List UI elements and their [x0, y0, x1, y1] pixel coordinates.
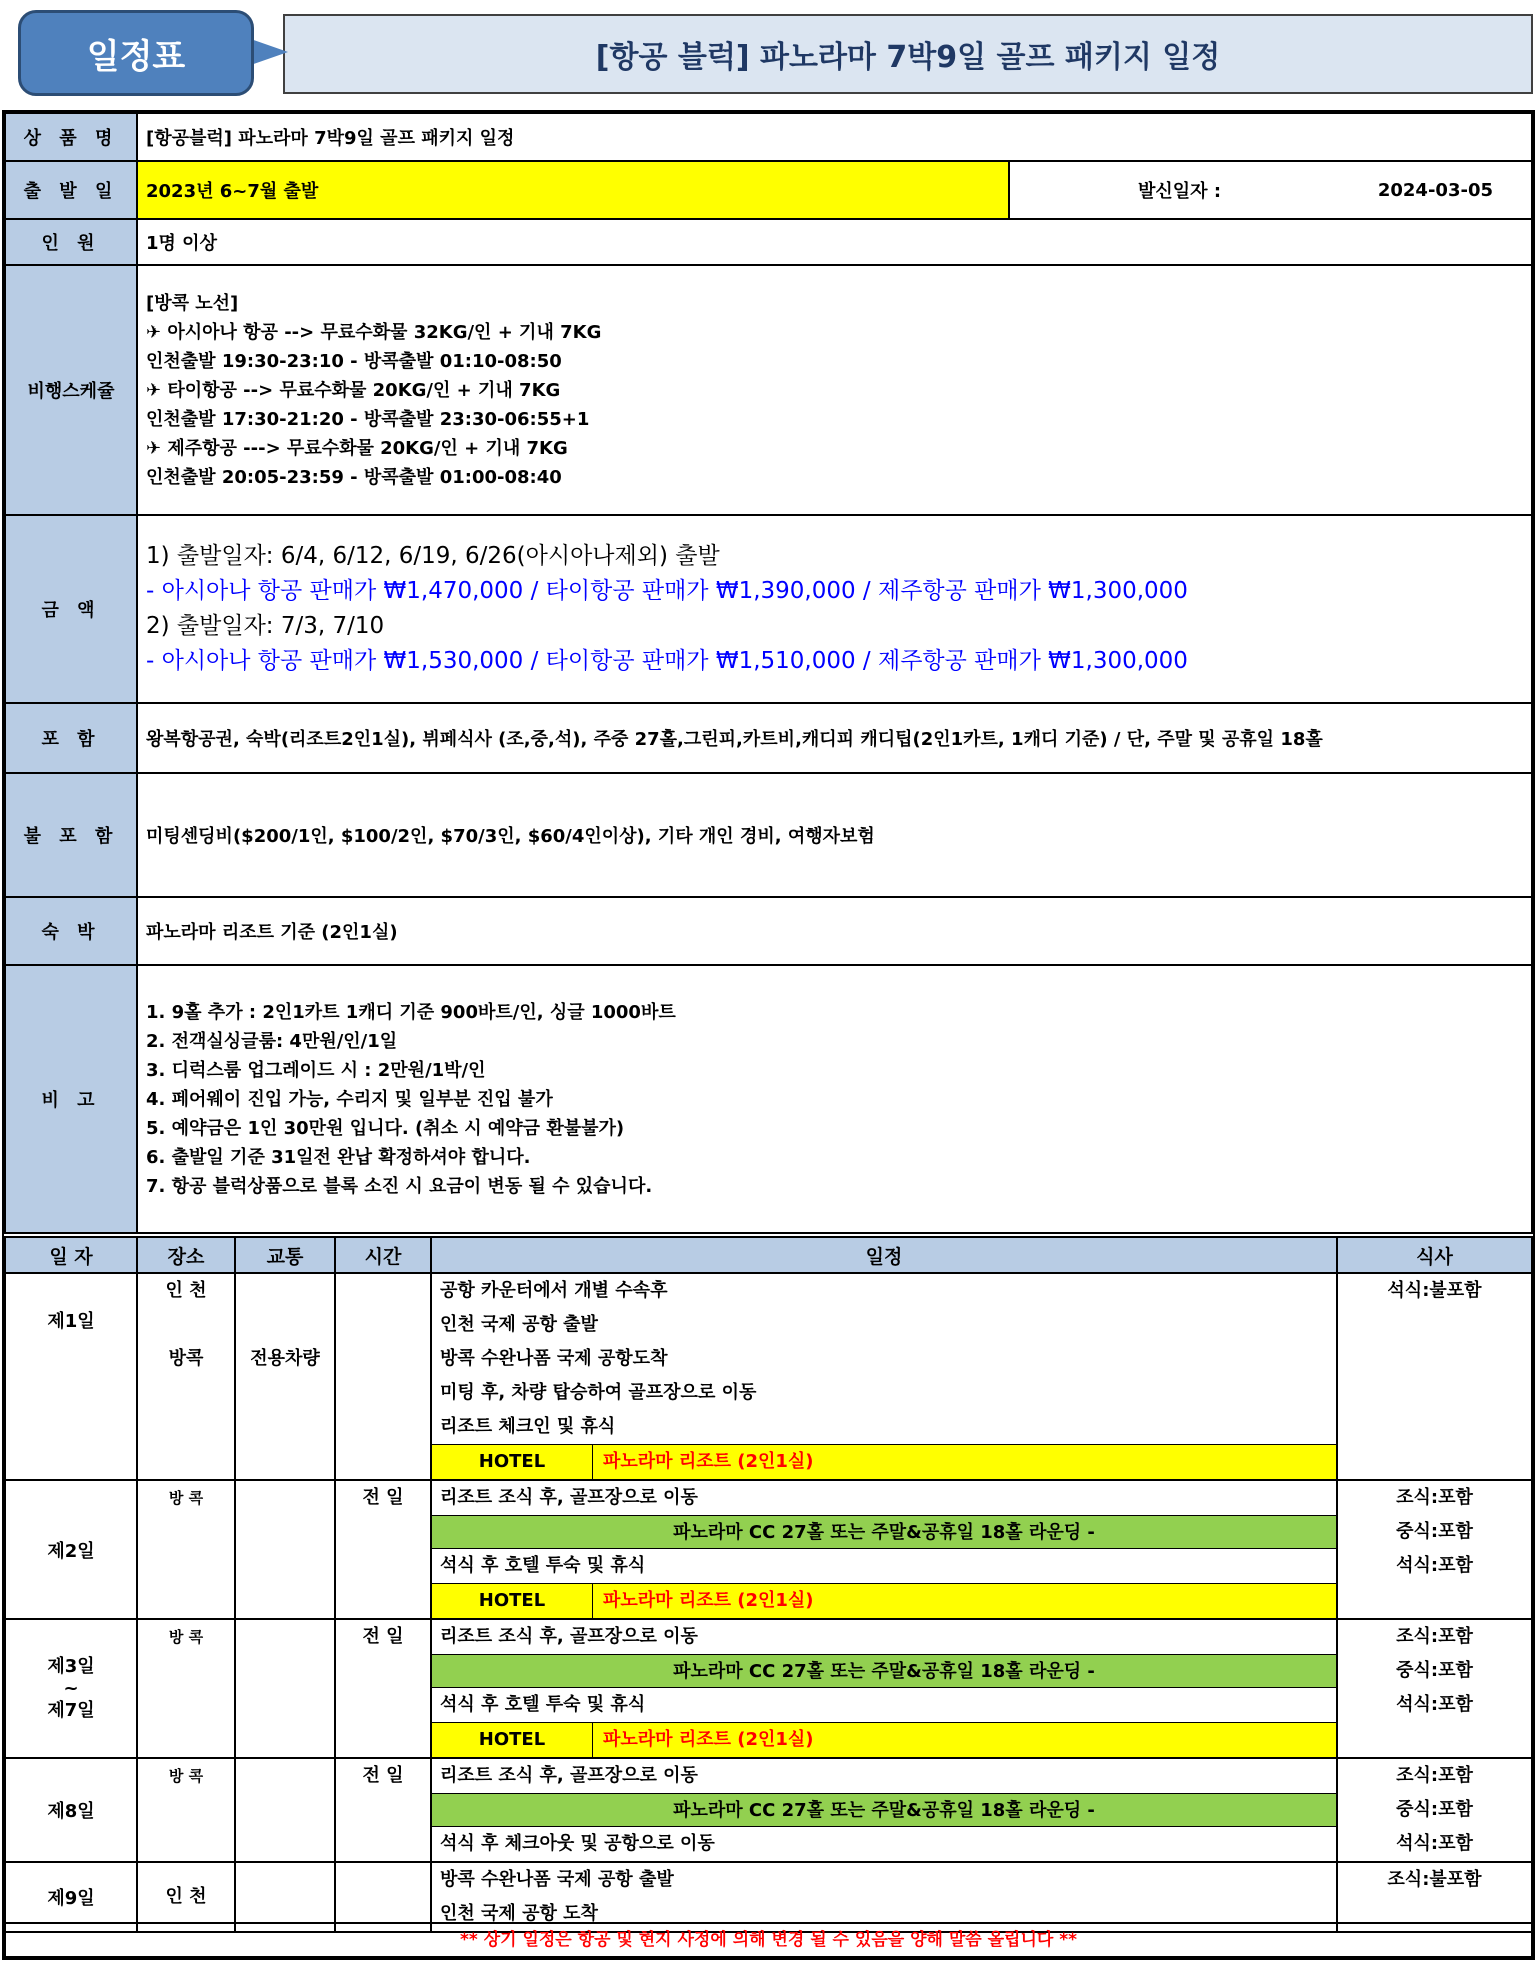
departure-value: 2023년 6~7월 출발: [137, 161, 1009, 219]
transport-cell: [235, 1480, 335, 1619]
note-line: 1. 9홀 추가 : 2인1카트 1캐디 기준 900바트/인, 싱글 1000바트: [146, 1001, 676, 1023]
flight-label: 비행스케쥴: [5, 265, 137, 515]
people-label: 인 원: [5, 219, 137, 265]
place-label: 방콕: [168, 1348, 204, 1369]
itinerary-cell: [431, 1480, 1337, 1619]
meal-label: 석식:불포함: [1387, 1280, 1482, 1301]
flight-schedule: [137, 265, 1532, 515]
note-line: 2. 전객실싱글룸: 4만원/인/1일: [146, 1030, 398, 1052]
itinerary-line: 미팅 후, 차량 탑승하여 골프장으로 이동: [440, 1382, 757, 1403]
day-cell: [5, 1758, 137, 1862]
meal-cell: [1337, 1619, 1532, 1758]
header-meal: 식사: [1337, 1237, 1532, 1273]
flight-line: 인천출발 20:05-23:59 - 방콕출발 01:00-08:40: [146, 466, 562, 488]
product-info-table: [4, 112, 1533, 1234]
time-cell: [335, 1273, 431, 1480]
meal-label: 석식:포함: [1396, 1833, 1473, 1854]
people-value: 1명 이상: [137, 219, 1532, 265]
day-label: 제2일: [47, 1540, 95, 1562]
hotel-value: 파노라마 리조트 (2인1실): [593, 1445, 1336, 1479]
time-cell: [335, 1619, 431, 1758]
itinerary-line: 인천 국제 공항 출발: [440, 1314, 598, 1335]
send-date-value: 2024-03-05: [1377, 179, 1493, 201]
itinerary-line: 리조트 조식 후, 골프장으로 이동: [440, 1765, 698, 1786]
day-label: 제9일: [47, 1888, 95, 1909]
stay-value: 파노라마 리조트 기준 (2인1실): [137, 897, 1532, 965]
note-line: 7. 항공 블럭상품으로 블록 소진 시 요금이 변동 될 수 있습니다.: [146, 1175, 653, 1197]
meal-label: 중식:포함: [1396, 1799, 1473, 1820]
hotel-value: 파노라마 리조트 (2인1실): [593, 1723, 1336, 1757]
meal-label: 조식:포함: [1396, 1765, 1473, 1786]
note-line: 5. 예약금은 1인 30만원 입니다. (취소 시 예약금 환불불가): [146, 1117, 625, 1139]
place-label: 인 천: [165, 1280, 207, 1301]
departure-label: 출 발 일: [5, 161, 137, 219]
price-line: 2) 출발일자: 7/3, 7/10: [146, 613, 385, 639]
hotel-label: HOTEL: [432, 1723, 593, 1757]
meal-label: 조식:불포함: [1387, 1869, 1482, 1890]
header-transport: 교통: [235, 1237, 335, 1273]
meal-label: 조식:포함: [1396, 1626, 1473, 1647]
golf-round: 파노라마 CC 27홀 또는 주말&공휴일 18홀 라운딩 -: [432, 1793, 1336, 1827]
day-cell: [5, 1480, 137, 1619]
transport-cell: [235, 1273, 335, 1480]
flight-line: [방콕 노선]: [146, 292, 239, 314]
table-row: [5, 1273, 1532, 1480]
table-row: [5, 1480, 1532, 1619]
hotel-row: [432, 1444, 1336, 1479]
itinerary-line: 석식 후 호텔 투숙 및 휴식: [440, 1694, 646, 1715]
table-row: [5, 1758, 1532, 1862]
note-line: 4. 페어웨이 진입 가능, 수리지 및 일부분 진입 불가: [146, 1088, 553, 1110]
day-range-separator: ~: [63, 1677, 79, 1699]
day-cell: [5, 1619, 137, 1758]
meal-label: 석식:포함: [1396, 1694, 1473, 1715]
hotel-label: HOTEL: [432, 1584, 593, 1618]
price-info: [137, 515, 1532, 703]
itinerary-cell: [431, 1273, 1337, 1480]
place-label: 방 콕: [168, 1489, 204, 1507]
flight-line: 인천출발 17:30-21:20 - 방콕출발 23:30-06:55+1: [146, 408, 590, 430]
exclude-label: 불 포 함: [5, 773, 137, 897]
time-cell: [335, 1758, 431, 1862]
time-cell: [335, 1480, 431, 1619]
time-label: 전 일: [362, 1626, 404, 1647]
meal-label: 중식:포함: [1396, 1660, 1473, 1681]
day-label: 제3일: [47, 1655, 95, 1677]
golf-round: 파노라마 CC 27홀 또는 주말&공휴일 18홀 라운딩 -: [432, 1654, 1336, 1688]
header-itinerary: 일정: [431, 1237, 1337, 1273]
page-title: [항공 블럭] 파노라마 7박9일 골프 패키지 일정: [283, 14, 1533, 94]
product-label: 상 품 명: [5, 113, 137, 161]
send-date-cell: [1009, 161, 1532, 219]
send-date-label: 발신일자 :: [1138, 181, 1222, 202]
price-label: 금 액: [5, 515, 137, 703]
transport-cell: [235, 1619, 335, 1758]
place-cell: [137, 1273, 235, 1480]
hotel-label: HOTEL: [432, 1445, 593, 1479]
day-label: 제8일: [47, 1801, 95, 1822]
meal-label: 중식:포함: [1396, 1521, 1473, 1542]
itinerary-line: 리조트 조식 후, 골프장으로 이동: [440, 1487, 698, 1508]
golf-round: 파노라마 CC 27홀 또는 주말&공휴일 18홀 라운딩 -: [432, 1515, 1336, 1549]
meal-label: 조식:포함: [1396, 1487, 1473, 1508]
day-label: 제1일: [47, 1310, 95, 1332]
note-line: 6. 출발일 기준 31일전 완납 확정하셔야 합니다.: [146, 1146, 531, 1168]
flight-line: ✈ 아시아나 항공 --> 무료수화물 32KG/인 + 기내 7KG: [146, 321, 602, 343]
meal-label: 석식:포함: [1396, 1555, 1473, 1576]
exclude-value: 미팅센딩비($200/1인, $100/2인, $70/3인, $60/4인이상), 기타 개인 경비, 여행자보험: [137, 773, 1532, 897]
time-label: 전 일: [362, 1487, 404, 1508]
place-cell: [137, 1480, 235, 1619]
itinerary-line: 공항 카운터에서 개별 수속후: [440, 1280, 668, 1301]
flight-line: ✈ 제주항공 ---> 무료수화물 20KG/인 + 기내 7KG: [146, 437, 568, 459]
itinerary-cell: [431, 1758, 1337, 1862]
include-value: 왕복항공권, 숙박(리조트2인1실), 뷔페식사 (조,중,석), 주중 27홀,그린피,카트비,캐디피 캐디팁(2인1카트, 1캐디 기준) / 단, 주말 및 공휴일 18홀: [137, 703, 1532, 773]
transport-cell: [235, 1758, 335, 1862]
header-day: 일 자: [5, 1237, 137, 1273]
hotel-row: [432, 1722, 1336, 1757]
itinerary-cell: [431, 1619, 1337, 1758]
price-line: - 아시아나 항공 판매가 ₩1,530,000 / 타이항공 판매가 ₩1,510,000 / 제주항공 판매가 ₩1,300,000: [146, 648, 1188, 674]
include-label: 포 함: [5, 703, 137, 773]
notes-label: 비 고: [5, 965, 137, 1233]
product-value: [항공블럭] 파노라마 7박9일 골프 패키지 일정: [137, 113, 1532, 161]
note-line: 3. 디럭스룸 업그레이드 시 : 2만원/1박/인: [146, 1059, 486, 1081]
place-cell: [137, 1758, 235, 1862]
itinerary-line: 방콕 수완나폼 국제 공항도착: [440, 1348, 668, 1369]
flight-line: 인천출발 19:30-23:10 - 방콕출발 01:10-08:50: [146, 350, 562, 372]
itinerary-line: 석식 후 호텔 투숙 및 휴식: [440, 1555, 646, 1576]
notes: [137, 965, 1532, 1233]
header-time: 시간: [335, 1237, 431, 1273]
day-label: 제7일: [47, 1699, 95, 1721]
itinerary-line: 리조트 조식 후, 골프장으로 이동: [440, 1626, 698, 1647]
itinerary-line: 방콕 수완나폼 국제 공항 출발: [440, 1869, 674, 1890]
price-line: - 아시아나 항공 판매가 ₩1,470,000 / 타이항공 판매가 ₩1,390,000 / 제주항공 판매가 ₩1,300,000: [146, 578, 1188, 604]
daily-schedule-table: [4, 1236, 1533, 1933]
meal-cell: [1337, 1480, 1532, 1619]
meal-cell: [1337, 1273, 1532, 1480]
price-line: 1) 출발일자: 6/4, 6/12, 6/19, 6/26(아시아나제외) 출발: [146, 543, 720, 569]
place-label: 방 콕: [168, 1628, 204, 1646]
place-label: 인 천: [165, 1886, 207, 1907]
transport-label: 전용차량: [250, 1348, 320, 1369]
meal-cell: [1337, 1758, 1532, 1862]
flight-line: ✈ 타이항공 --> 무료수화물 20KG/인 + 기내 7KG: [146, 379, 561, 401]
hotel-row: [432, 1583, 1336, 1618]
table-row: [5, 1619, 1532, 1758]
itinerary-line: 인천 국제 공항 도착: [440, 1903, 598, 1924]
schedule-badge: 일정표: [18, 10, 254, 96]
header-place: 장소: [137, 1237, 235, 1273]
itinerary-line: 리조트 체크인 및 휴식: [440, 1416, 616, 1437]
hotel-value: 파노라마 리조트 (2인1실): [593, 1584, 1336, 1618]
place-cell: [137, 1619, 235, 1758]
stay-label: 숙 박: [5, 897, 137, 965]
footer-notice: ** 상기 일정은 항공 및 현지 사정에 의해 변경 될 수 있음을 양해 말씀 올립니다 **: [4, 1922, 1533, 1958]
badge-pointer: [248, 38, 288, 66]
day-cell: [5, 1273, 137, 1480]
itinerary-line: 석식 후 체크아웃 및 공항으로 이동: [440, 1833, 715, 1854]
time-label: 전 일: [362, 1765, 404, 1786]
place-label: 방 콕: [168, 1767, 204, 1785]
